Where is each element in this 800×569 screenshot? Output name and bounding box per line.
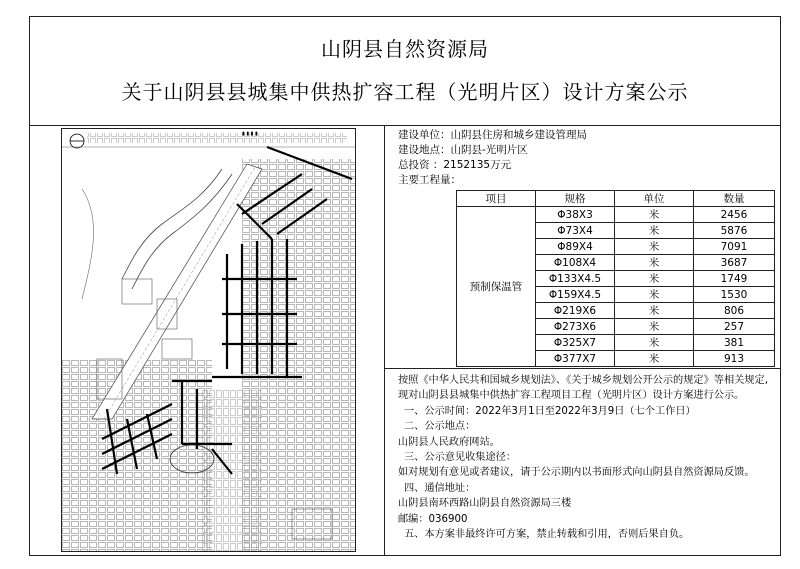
notice-address-label: 四、通信地址： <box>404 482 476 494</box>
qty-cell: 257 <box>694 319 775 335</box>
investment-line: 总投资 ：2152135万元 <box>398 159 512 171</box>
item-cell: 预制保温管 <box>457 207 536 367</box>
table-row <box>457 207 775 223</box>
spec-cell: Φ73X4 <box>536 223 615 239</box>
unit-cell: 米 <box>615 319 694 335</box>
unit-cell: 米 <box>615 255 694 271</box>
agency-title: 山阴县自然资源局 <box>321 37 489 61</box>
spec-cell: Φ159X4.5 <box>536 287 615 303</box>
qty-cell: 3687 <box>694 255 775 271</box>
header-qty: 数量 <box>694 191 775 207</box>
notice-feedback-label: 三、公示意见收集途径： <box>404 452 517 464</box>
header-spec: 规格 <box>536 191 615 207</box>
notice-postcode: 邮编：036900 <box>398 513 468 525</box>
header-unit: 单位 <box>615 191 694 207</box>
builder-line: 建设单位：山阴县住房和城乡建设管理局 <box>398 129 587 141</box>
spec-cell: Φ89X4 <box>536 239 615 255</box>
notice-disclaimer: 五、本方案非最终许可方案，禁止转载和引用，否则后果自负。 <box>404 529 690 541</box>
qty-cell: 1749 <box>694 271 775 287</box>
notice-place-label: 二、公示地点： <box>404 421 476 433</box>
spec-cell: Φ219X6 <box>536 303 615 319</box>
vertical-divider <box>384 125 385 556</box>
notice-place-value: 山阴县人民政府网站。 <box>398 436 500 448</box>
qty-cell: 913 <box>694 351 775 367</box>
spec-cell: Φ325X7 <box>536 335 615 351</box>
unit-cell: 米 <box>615 239 694 255</box>
notice-time: 一、公示时间：2022年3月1日至2022年3月9日（七个工作日） <box>404 405 696 417</box>
qty-cell: 5876 <box>694 223 775 239</box>
qty-cell: 806 <box>694 303 775 319</box>
project-info <box>398 128 587 188</box>
unit-cell: 米 <box>615 335 694 351</box>
header-item: 项目 <box>457 191 536 207</box>
svg-text:▮ ▮ ▮ ▮: ▮ ▮ ▮ ▮ <box>242 131 258 137</box>
table-header-row <box>457 191 775 207</box>
qty-cell: 2456 <box>694 207 775 223</box>
qty-cell: 381 <box>694 335 775 351</box>
spec-cell: Φ38X3 <box>536 207 615 223</box>
unit-cell: 米 <box>615 207 694 223</box>
site-plan-map <box>61 128 356 552</box>
qty-cell: 7091 <box>694 239 775 255</box>
quantities-table <box>456 190 775 367</box>
north-arrow-icon <box>70 134 84 148</box>
unit-cell: 米 <box>615 271 694 287</box>
site-plan-drawing <box>62 129 356 552</box>
title-divider <box>29 125 781 126</box>
spec-cell: Φ273X6 <box>536 319 615 335</box>
spec-cell: Φ133X4.5 <box>536 271 615 287</box>
notice-para-1: 按照《中华人民共和国城乡规划法》、《关于城乡规划公开公示的规定》等相关规定, <box>398 375 768 386</box>
location-line: 建设地点：山阴县-光明片区 <box>398 144 528 156</box>
unit-cell: 米 <box>615 223 694 239</box>
unit-cell: 米 <box>615 287 694 303</box>
unit-cell: 米 <box>615 303 694 319</box>
notice-text <box>398 373 778 542</box>
unit-cell: 米 <box>615 351 694 367</box>
spec-cell: Φ108X4 <box>536 255 615 271</box>
notice-para-2: 现对山阴县县城集中供热扩容工程项目工程（光明片区）设计方案进行公示。 <box>398 390 745 402</box>
qty-cell: 1530 <box>694 287 775 303</box>
notice-title: 关于山阴县县城集中供热扩容工程（光明片区）设计方案公示 <box>121 80 689 104</box>
spec-cell: Φ377X7 <box>536 351 615 367</box>
quantities-label: 主要工程量： <box>398 174 461 186</box>
notice-divider <box>384 368 781 369</box>
notice-feedback-value: 如对规划有意见或者建议，请于公示期内以书面形式向山阴县自然资源局反馈。 <box>398 467 755 479</box>
notice-address-value: 山阴县南环西路山阴县自然资源局三楼 <box>398 498 572 510</box>
